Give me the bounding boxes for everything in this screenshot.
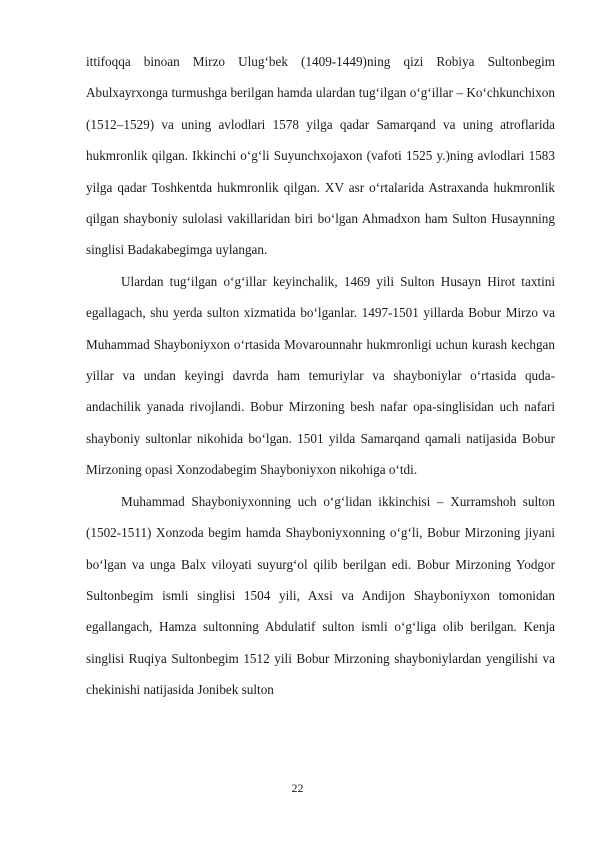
paragraph-1: ittifoqqa binoan Mirzo Ulugʻbek (1409-1449)ning qizi Robiya Sultonbegim Abulxayrxonga turmushga berilgan hamda ulardan tugʻilgan oʻgʻillar – Koʻchkunchixon (1512–1529) va uning avlodlari 1578 yilga qadar Samarqand va uning atroflarida hukmronlik qilgan. Ikkinchi oʻgʻli Suyunchxojaxon (vafoti 1525 y.)ning avlodlari 1583 yilga qadar Toshkentda hukmronlik qilgan. XV asr oʻrtalarida Astraxanda hukmronlik qilgan shayboniy sulolasi vakillaridan biri boʻlgan Ahmadxon ham Sulton Husaynning singlisi Badakabegimga uylangan.	[86, 54, 555, 258]
page-number: 22	[291, 781, 304, 795]
document-body	[86, 46, 555, 706]
paragraph-3: Muhammad Shayboniyxonning uch oʻgʻlidan ikkinchisi – Xurramshoh sulton (1502-1511) Xonzoda begim hamda Shayboniyxonning oʻgʻli, Bobur Mirzoning jiyani boʻlgan va unga Balx viloyati suyurgʻol qilib berilgan edi. Bobur Mirzoning Yodgor Sultonbegim ismli singlisi 1504 yili, Axsi va Andijon Shayboniyxon tomonidan egallangach, Hamza sultonning Abdulatif sulton ismli oʻgʻliga olib berilgan. Kenja singlisi Ruqiya Sultonbegim 1512 yili Bobur Mirzoning shayboniylardan yengilishi va chekinishi natijasida Jonibek sulton	[86, 493, 555, 698]
paragraph-2: Ulardan tugʻilgan oʻgʻillar keyinchalik, 1469 yili Sulton Husayn Hirot taxtini egallagach, shu yerda sulton xizmatida boʻlganlar. 1497-1501 yillarda Bobur Mirzo va Muhammad Shayboniyxon oʻrtasida Movarounnahr hukmronligi uchun kurash kechgan yillar va undan keyingi davrda ham temuriylar va shayboniylar oʻrtasida quda-andachilik yanada rivojlandi. Bobur Mirzoning besh nafar opa-singlisidan uch nafari shayboniy sultonlar nikohida boʻlgan. 1501 yilda Samarqand qamali natijasida Bobur Mirzoning opasi Xonzodabegim Shayboniyxon nikohiga oʻtdi.	[86, 273, 555, 478]
